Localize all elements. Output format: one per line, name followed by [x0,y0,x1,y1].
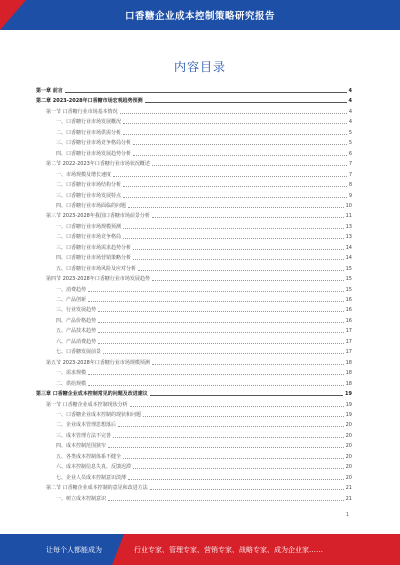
toc-entry[interactable] [36,483,352,491]
toc-leader-dots [113,437,344,438]
toc-leader-dots [123,134,347,135]
toc-leader-dots [152,165,347,166]
toc-leader-dots [88,291,344,292]
toc-leader-dots [123,458,344,459]
toc-entry[interactable] [36,494,352,502]
toc-entry-title: 一、需求规模 [56,370,87,377]
toc-entry[interactable] [36,431,352,439]
toc-entry-title: 五、各类成本控制体系不健全 [56,453,122,460]
toc-entry-page: 18 [345,380,352,387]
toc-leader-dots [150,395,343,396]
toc-entry-title: 第五节 2023-2028年口香糖行业市场规模预测 [46,359,150,366]
toc-leader-dots [65,92,347,93]
toc-entry-title: 一、市场规模及增长速度 [56,171,112,178]
toc-entry-title: 三、成本管理方法不完善 [56,432,112,439]
toc-entry-title: 第一节 口香糖行业市场基本情况 [46,108,118,115]
toc-entry-title: 一、树立成本控制意识 [56,495,107,502]
toc-entry-page: 17 [345,328,352,335]
toc-leader-dots [123,228,344,229]
toc-entry-page: 21 [345,485,352,492]
toc-leader-dots [133,155,347,156]
toc-entry-page: 16 [345,297,352,303]
toc-entry[interactable] [36,347,352,355]
toc-entry[interactable] [36,201,352,209]
toc-entry-page: 11 [345,213,352,220]
toc-entry-page: 15 [345,276,352,283]
toc-entry-title: 六、成本控制信息失真、反馈迟滞 [56,464,132,471]
toc-entry[interactable] [36,473,352,481]
toc-entry-page: 20 [345,464,352,471]
toc-entry[interactable] [36,452,352,460]
toc-entry-page: 19 [345,401,352,408]
toc-entry[interactable] [36,222,352,230]
toc-leader-dots [130,406,344,407]
toc-entry-page: 20 [345,474,352,481]
toc-leader-dots [123,238,344,239]
toc-leader-dots [98,343,344,344]
toc-leader-dots [145,102,347,103]
toc-entry-title: 第一章 前言 [36,88,63,94]
toc-entry[interactable] [36,253,352,261]
toc-entry[interactable] [36,400,352,408]
toc-entry-title: 四、产品价格趋势 [56,317,97,324]
toc-entry[interactable] [36,441,352,449]
toc-entry-title: 二、产品创新 [56,297,87,303]
toc-entry-page: 15 [345,286,352,293]
toc-leader-dots [98,311,344,312]
toc-leader-dots [98,322,344,323]
toc-entry-page: 9 [348,192,352,199]
toc-entry-title: 第三章 口香糖企业成本控制常见的问题及改进建议 [36,391,148,398]
table-of-contents [36,86,352,506]
toc-entry-title: 三、口香糖行业市场需求趋势分析 [56,244,132,251]
toc-leader-dots [108,447,344,448]
toc-entry-page: 6 [348,150,352,157]
toc-leader-dots [152,217,344,218]
toc-heading: 内容目录 [173,60,226,74]
toc-entry-page: 19 [345,411,352,418]
toc-leader-dots [113,176,347,177]
toc-leader-dots [103,353,344,354]
toc-leader-dots [88,385,344,386]
toc-entry[interactable] [36,326,352,334]
toc-entry[interactable] [36,191,352,199]
toc-entry[interactable] [36,337,352,345]
toc-entry[interactable] [36,410,352,418]
page-footer [0,534,400,565]
toc-entry-title: 二、口香糖行业市场结构分析 [56,182,122,189]
toc-entry[interactable] [36,264,352,272]
toc-leader-dots [128,207,344,208]
toc-entry-page: 4 [348,88,352,94]
toc-entry[interactable] [36,420,352,428]
toc-entry[interactable] [36,180,352,188]
toc-entry[interactable] [36,389,352,397]
toc-entry-page: 18 [345,359,352,366]
toc-entry-title: 三、行业发展趋势 [56,307,97,314]
toc-entry-page: 16 [345,317,352,324]
toc-entry-title: 五、口香糖行业市场风险及应对分析 [56,265,137,272]
toc-entry-title: 三、口香糖行业市场发展特点 [56,192,122,199]
toc-leader-dots [133,259,344,260]
toc-entry-page: 14 [345,255,352,262]
toc-entry[interactable] [36,305,352,313]
footer-services: 行业专家、管理专家、营销专家、战略专家、成为企业家…… [134,546,323,554]
toc-entry-title: 第二节 2022-2023年口香糖行业市场状况概述 [46,161,150,168]
toc-entry-title: 四、口香糖行业市场面临的问题 [56,202,127,209]
toc-leader-dots [133,144,347,145]
toc-entry-page: 16 [345,307,352,314]
footer-slogan: 让每个人都能成为 [46,546,102,554]
footer-red-accent [112,534,124,565]
toc-entry-page: 20 [345,443,352,450]
page-number: 1 [346,512,350,518]
toc-leader-dots [120,113,347,114]
toc-entry-page: 8 [348,182,352,189]
toc-entry-page: 17 [345,338,352,345]
toc-leader-dots [98,332,344,333]
toc-entry[interactable] [36,96,352,104]
toc-leader-dots [133,468,344,469]
toc-entry[interactable] [36,170,352,178]
toc-leader-dots [88,374,344,375]
toc-entry[interactable] [36,117,352,125]
toc-entry-page: 13 [345,234,352,241]
toc-entry-page: 20 [345,422,352,429]
toc-entry-title: 第一节 口香糖企业成本控制现状分析 [46,401,128,408]
toc-entry[interactable] [36,368,352,376]
toc-entry-title: 第二节 口香糖企业成本控制的意见和改进方法 [46,485,148,492]
toc-entry[interactable] [36,379,352,387]
toc-entry[interactable] [36,232,352,240]
toc-entry-title: 一、口香糖行业市场发展概况 [56,119,122,126]
toc-entry-page: 13 [345,223,352,230]
toc-entry-title: 二、供给规模 [56,380,87,387]
toc-leader-dots [138,270,344,271]
toc-entry-title: 七、口香糖发展前景 [56,349,102,356]
toc-entry-page: 15 [345,265,352,272]
toc-leader-dots [143,416,344,417]
toc-entry[interactable] [36,316,352,324]
toc-entry-title: 三、口香糖行业市场竞争格局分析 [56,140,132,147]
toc-leader-dots [123,186,347,187]
toc-entry-page: 14 [345,244,352,251]
toc-entry[interactable] [36,107,352,115]
toc-entry[interactable] [36,285,352,293]
toc-entry-page: 5 [348,140,352,147]
toc-entry-title: 一、口香糖行业市场规模预测 [56,223,122,230]
toc-entry[interactable] [36,243,352,251]
toc-leader-dots [118,426,344,427]
report-title: 口香糖企业成本控制策略研究报告 [124,11,275,22]
toc-entry-title: 二、企业成本管理思想落后 [56,422,117,429]
toc-leader-dots [152,280,344,281]
toc-entry[interactable] [36,358,352,366]
toc-leader-dots [133,249,344,250]
toc-entry-title: 第三节 2023-2028年我国口香糖市场前景分析 [46,213,150,220]
toc-entry[interactable] [36,274,352,282]
toc-entry-title: 第二章 2023-2028年口香糖市场宏观趋势预测 [36,98,143,105]
toc-entry-title: 四、口香糖行业市场营销策略分析 [56,255,132,262]
toc-entry-page: 17 [345,349,352,356]
toc-entry-page: 20 [345,432,352,439]
toc-entry-page: 20 [345,453,352,460]
toc-leader-dots [108,500,344,501]
toc-entry-title: 四、口香糖行业市场发展趋势分析 [56,150,132,157]
toc-entry[interactable] [36,86,352,94]
toc-entry-page: 5 [348,129,352,136]
toc-entry-page: 21 [345,495,352,502]
toc-entry-title: 五、产品技术趋势 [56,328,97,335]
toc-leader-dots [152,364,344,365]
toc-entry[interactable] [36,295,352,303]
toc-entry-page: 4 [348,108,352,115]
toc-entry[interactable] [36,149,352,157]
toc-entry-page: 7 [348,171,352,178]
toc-leader-dots [88,301,344,302]
toc-entry-title: 七、企业人员成本控制意识淡薄 [56,474,127,481]
toc-leader-dots [123,123,347,124]
toc-entry-title: 六、产品消费趋势 [56,338,97,345]
toc-entry[interactable] [36,211,352,219]
toc-entry-page: 10 [345,202,352,209]
toc-entry[interactable] [36,128,352,136]
toc-entry-title: 二、口香糖行业市场竞争格局 [56,234,122,241]
toc-entry-title: 四、成本控制范围狭窄 [56,443,107,450]
toc-entry-title: 一、口香糖企业成本控制的现状和问题 [56,411,142,418]
toc-entry-title: 第四节 2023-2028年口香糖行业市场发展趋势 [46,276,150,283]
toc-leader-dots [150,489,344,490]
toc-entry[interactable] [36,462,352,470]
toc-entry-page: 18 [345,370,352,377]
toc-leader-dots [128,479,344,480]
toc-entry[interactable] [36,138,352,146]
toc-entry-page: 4 [348,98,352,105]
toc-entry-title: 二、口香糖行业市场供需分析 [56,129,122,136]
toc-leader-dots [123,197,347,198]
toc-entry-page: 4 [348,119,352,126]
toc-entry-page: 7 [348,161,352,168]
toc-entry-title: 一、消费趋势 [56,286,87,293]
page-header [0,0,400,30]
toc-entry-page: 19 [345,391,352,398]
toc-entry[interactable] [36,159,352,167]
